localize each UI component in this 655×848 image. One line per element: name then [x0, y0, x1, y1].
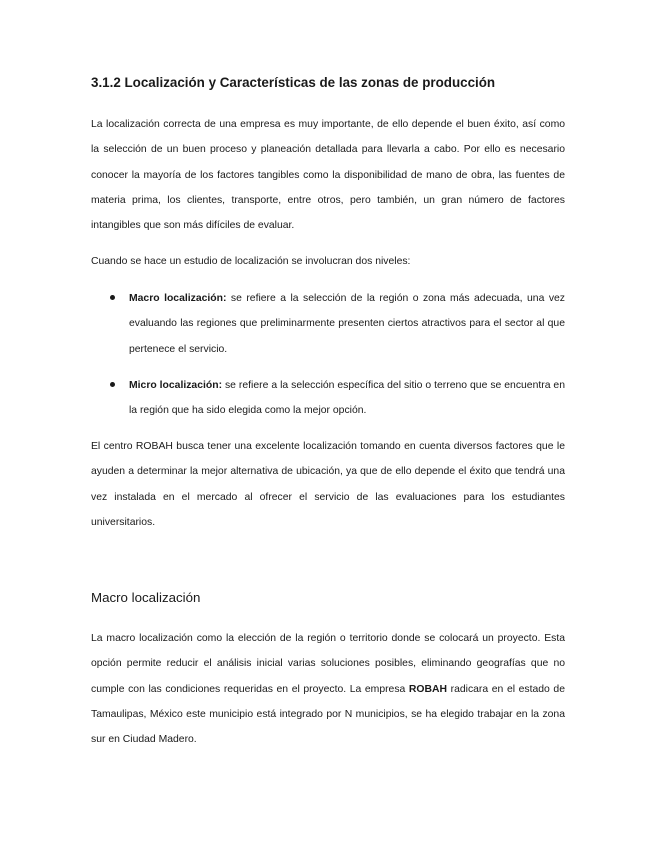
robah-paragraph: El centro ROBAH busca tener una excelente localización tomando en cuenta diversos factores que le ayuden a determinar la mejor alternativa de ubicación, ya que de ello depende el éxito que tendrá una vez instalada en el mercado al ofrecer el servicio de las evaluaciones para los estudiantes universitarios.	[91, 441, 565, 528]
levels-intro-paragraph: Cuando se hace un estudio de localización se involucran dos niveles:	[91, 256, 411, 267]
list-item-description: se refiere a la selección específica del sitio o terreno que se encuentra en la región que ha sido elegida como la mejor opción.	[129, 380, 565, 417]
macro-localization-heading: Macro localización	[91, 590, 201, 605]
macro-paragraph-part1: La macro localización como la elección de la región o territorio donde se colocará un proyecto. Esta opción permite reducir el análisis inicial varias soluciones posibles, eliminando geografías que no cumple con las condiciones requeridas en el proyecto. La empresa	[91, 633, 565, 695]
bullet-icon	[110, 382, 115, 387]
macro-paragraph-part2: radicara en el estado de Tamaulipas, México este municipio está integrado por N municipios, se ha elegido trabajar en la zona sur en Ciudad Madero.	[91, 683, 565, 746]
intro-paragraph: La localización correcta de una empresa es muy importante, de ello depende el buen éxito, así como la selección de un buen proceso y planeación detallada para llevarla a cabo. Por ello es necesario conocer la mayoría de los factores tangibles como la disponibilidad de mano de obra, las fuentes de materia prima, los clientes, transporte, entre otros, pero también, un gran número de factores intangibles que son más difíciles de evaluar.	[91, 119, 565, 232]
company-name: ROBAH	[408, 683, 448, 695]
list-item-term: Micro localización:	[129, 380, 223, 391]
bullet-icon	[110, 295, 115, 300]
section-heading: 3.1.2 Localización y Características de las zonas de producción	[91, 75, 496, 90]
list-item-term: Macro localización:	[129, 293, 227, 304]
list-item-description: se refiere a la selección de la región o zona más adecuada, una vez evaluando las regiones que preliminarmente presenten ciertos atractivos para el sector al que pertenece el servicio.	[129, 293, 565, 355]
macro-localization-paragraph	[91, 626, 565, 752]
list-item-text	[129, 373, 565, 424]
list-item-text	[129, 286, 565, 362]
